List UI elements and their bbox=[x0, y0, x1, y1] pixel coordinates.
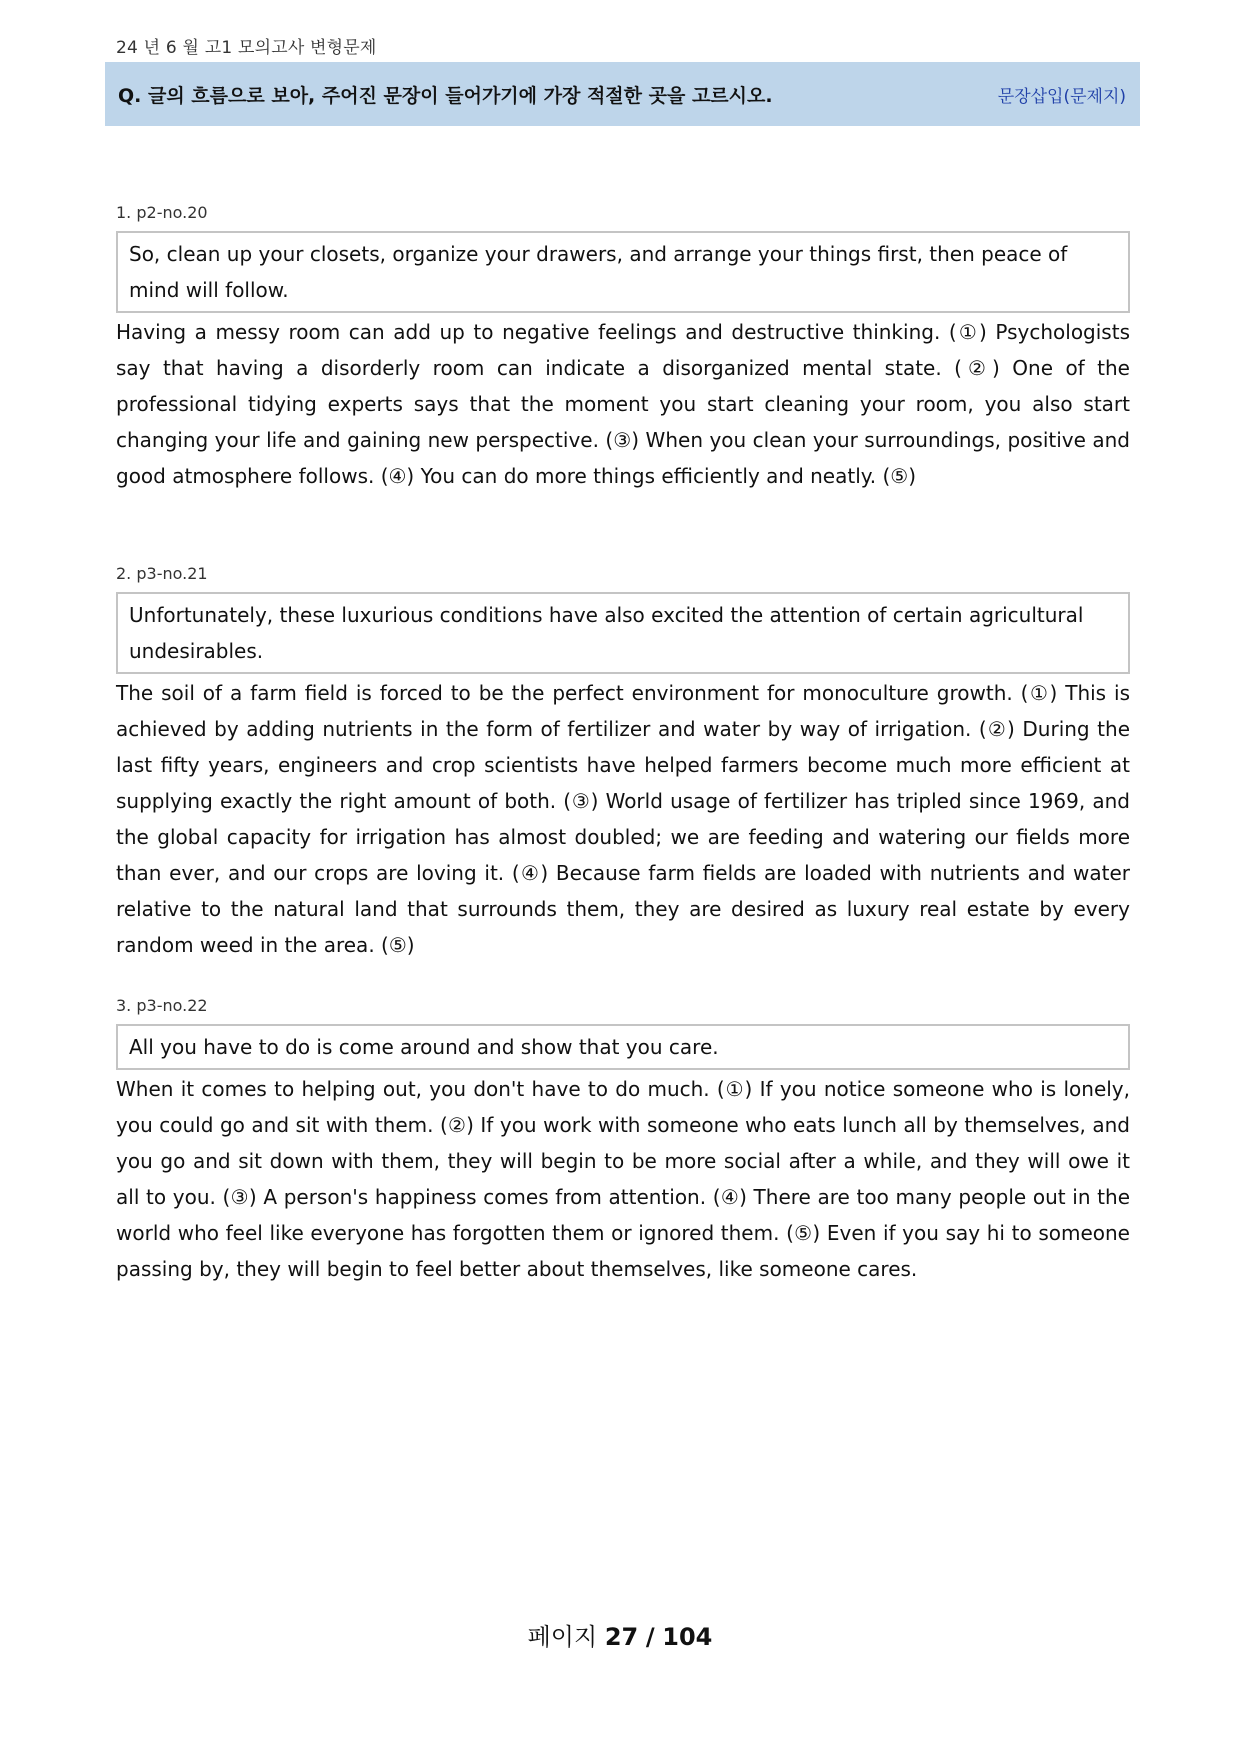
problem-number: 3. p3-no.22 bbox=[116, 996, 208, 1015]
problem-1 bbox=[116, 203, 1130, 494]
given-sentence-box: Unfortunately, these luxurious conditions have also excited the attention of certain agricultural undesirables. bbox=[116, 592, 1130, 674]
problem-3 bbox=[116, 996, 1130, 1287]
question-instruction: Q. 글의 흐름으로 보아, 주어진 문장이 들어가기에 가장 적절한 곳을 고르시오. bbox=[118, 84, 773, 107]
given-sentence-box: All you have to do is come around and show that you care. bbox=[116, 1024, 1130, 1070]
problem-number: 1. p2-no.20 bbox=[116, 203, 208, 222]
total-page-number: 104 bbox=[662, 1623, 713, 1651]
question-bar bbox=[105, 62, 1140, 126]
current-page-number: 27 bbox=[604, 1623, 639, 1651]
passage-text: When it comes to helping out, you don't have to do much. (①) If you notice someone who is lonely, you could go and sit with them. (②) If you work with someone who eats lunch all by themselves, and you go and sit down with them, they will begin to be more social after a while, and they will owe it all to you. (③) A person's happiness comes from attention. (④) There are too many people out in the world who feel like everyone has forgotten them or ignored them. (⑤) Even if you say hi to someone passing by, they will begin to feel better about themselves, like someone cares. bbox=[116, 1077, 1130, 1281]
page-footer bbox=[0, 1617, 1240, 1652]
page-header-title: 24 년 6 월 고1 모의고사 변형문제 bbox=[116, 38, 377, 58]
passage-text: Having a messy room can add up to negative feelings and destructive thinking. (①) Psychologists say that having a disorderly room can indicate a disorganized mental state. (②) One of the professional tidying experts says that the moment you start cleaning your room, you also start changing your life and gaining new perspective. (③) When you clean your surroundings, positive and good atmosphere follows. (④) You can do more things efficiently and neatly. (⑤) bbox=[116, 320, 1130, 488]
question-type-tag: 문장삽입(문제지) bbox=[997, 86, 1126, 107]
page-separator: / bbox=[645, 1623, 655, 1651]
problem-2 bbox=[116, 564, 1130, 963]
passage-text: The soil of a farm field is forced to be the perfect environment for monoculture growth. (①) This is achieved by adding nutrients in the form of fertilizer and water by way of irrigation. (②) During the last fifty years, engineers and crop scientists have helped farmers become much more efficient at supplying exactly the right amount of both. (③) World usage of fertilizer has tripled since 1969, and the global capacity for irrigation has almost doubled; we are feeding and watering our fields more than ever, and our crops are loving it. (④) Because farm fields are loaded with nutrients and water relative to the natural land that surrounds them, they are desired as luxury real estate by every random weed in the area. (⑤) bbox=[116, 681, 1130, 957]
problem-number: 2. p3-no.21 bbox=[116, 564, 208, 583]
page-label: 페이지 bbox=[527, 1623, 598, 1651]
given-sentence-box: So, clean up your closets, organize your drawers, and arrange your things first, then peace of mind will follow. bbox=[116, 231, 1130, 313]
